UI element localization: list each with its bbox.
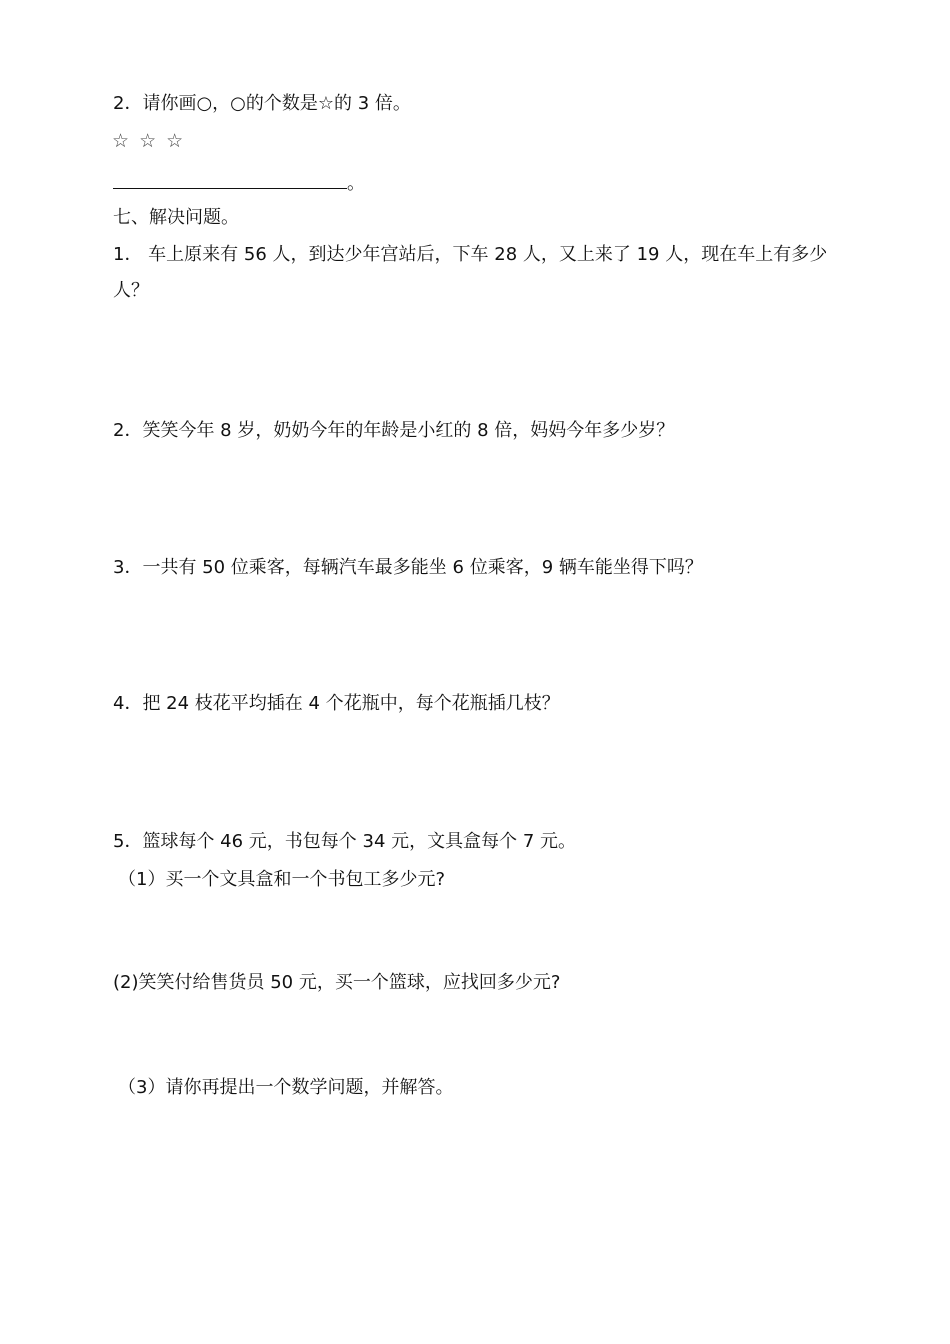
section-title: 七、解决问题。 [113,207,239,228]
problem-2: 2．笑笑今年 8 岁，奶奶今年的年龄是小红的 8 倍，妈妈今年多少岁？ [113,420,675,441]
problem-5-part-2: (2)笑笑付给售货员 50 元，买一个篮球，应找回多少元? [113,972,561,993]
problem-4: 4．把 24 枝花平均插在 4 个花瓶中，每个花瓶插几枝？ [113,693,560,714]
problem-5-part-1: （1）买一个文具盒和一个书包工多少元? [118,869,446,890]
problem-5-part-3: （3）请你再提出一个数学问题，并解答。 [118,1077,454,1098]
problem-3: 3．一共有 50 位乘客，每辆汽车最多能坐 6 位乘客，9 辆车能坐得下吗？ [113,557,703,578]
answer-blank-line[interactable] [113,188,347,189]
question-draw-circles: 2．请你画○，○的个数是☆的 3 倍。 [113,93,411,114]
answer-end-period: 。 [347,173,365,194]
problem-5: 5．篮球每个 46 元，书包每个 34 元，文具盒每个 7 元。 [113,831,577,852]
problem-1: 1． 车上原来有 56 人，到达少年宫站后，下车 28 人，又上来了 19 人，现在车上有多少人？ [113,244,828,301]
stars-row: ☆ ☆ ☆ [112,130,186,152]
